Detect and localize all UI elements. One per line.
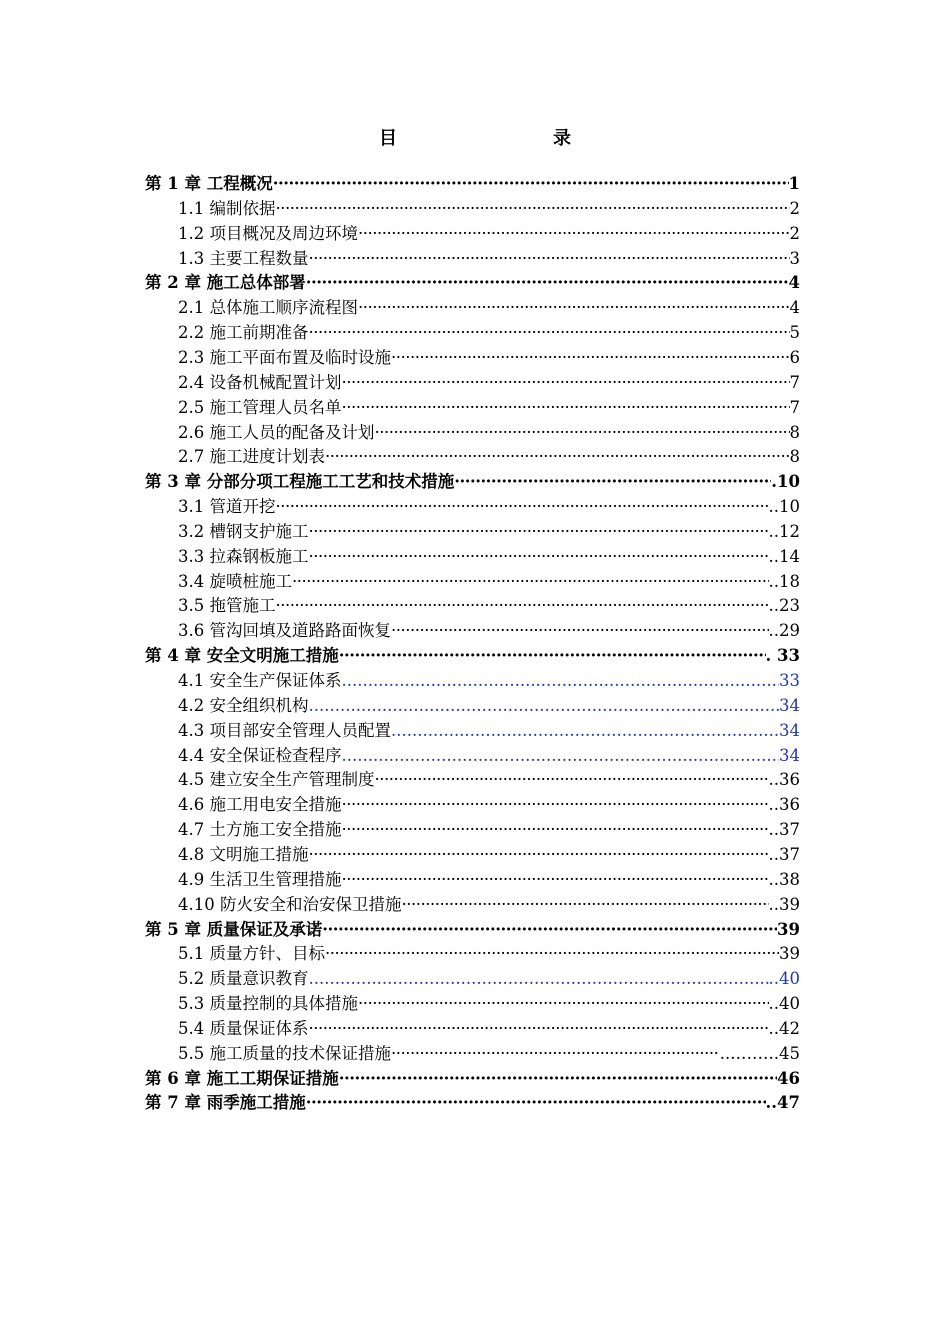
dot-leader bbox=[292, 570, 769, 595]
dot-leader bbox=[309, 694, 780, 719]
toc-entry-label: 5.3 质量控制的具体措施 bbox=[178, 994, 358, 1014]
toc-entry-page: 34 bbox=[779, 720, 800, 740]
toc-section-entry[interactable] bbox=[178, 942, 800, 967]
toc-entry-page: 34 bbox=[779, 745, 800, 765]
toc-entry-page: ..10 bbox=[768, 497, 800, 517]
toc-section-entry[interactable] bbox=[178, 371, 800, 396]
toc-section-entry[interactable] bbox=[178, 197, 800, 222]
toc-entry-label: 2.1 总体施工顺序流程图 bbox=[178, 298, 358, 318]
toc-entry-page: ..39 bbox=[768, 894, 800, 914]
toc-section-entry[interactable] bbox=[178, 247, 800, 272]
toc-title: 目 录 bbox=[379, 128, 611, 149]
toc-entry-page: 4 bbox=[789, 298, 800, 318]
toc-section-entry[interactable] bbox=[178, 843, 800, 868]
toc-entry-page: 2 bbox=[789, 223, 800, 243]
dot-leader bbox=[325, 942, 779, 967]
toc-entry-label: 2.6 施工人员的配备及计划 bbox=[178, 422, 375, 442]
toc-entry-page: 7 bbox=[789, 397, 800, 417]
toc-chapter-entry[interactable] bbox=[145, 1067, 800, 1092]
toc-section-entry[interactable] bbox=[178, 818, 800, 843]
toc-entry-label: 第 5 章 质量保证及承诺 bbox=[145, 919, 323, 939]
toc-section-entry[interactable] bbox=[178, 793, 800, 818]
toc-entry-label: 2.5 施工管理人员名单 bbox=[178, 397, 342, 417]
toc-section-entry[interactable] bbox=[178, 321, 800, 346]
toc-entry-label: 5.5 施工质量的技术保证措施 bbox=[178, 1043, 391, 1063]
toc-entry-label: 5.4 质量保证体系 bbox=[178, 1018, 309, 1038]
toc-entry-label: 4.7 土方施工安全措施 bbox=[178, 820, 342, 840]
dot-leader bbox=[342, 744, 780, 769]
toc-entry-page: ..23 bbox=[768, 596, 800, 616]
toc-entry-label: 4.10 防火安全和治安保卫措施 bbox=[178, 894, 402, 914]
toc-entry-page: ..14 bbox=[768, 546, 800, 566]
toc-entry-label: 第 3 章 分部分项工程施工工艺和技术措施 bbox=[145, 472, 455, 492]
toc-entry-label: 第 7 章 雨季施工措施 bbox=[145, 1093, 306, 1113]
dot-leader bbox=[309, 843, 769, 868]
toc-entry-label: 4.1 安全生产保证体系 bbox=[178, 671, 342, 690]
toc-entry-label: 3.1 管道开挖 bbox=[178, 497, 276, 517]
toc-entry-label: 2.4 设备机械配置计划 bbox=[178, 372, 342, 392]
toc-section-entry[interactable] bbox=[178, 1042, 800, 1067]
dot-leader bbox=[322, 918, 777, 943]
dot-leader bbox=[276, 197, 790, 222]
toc-entry-page: 5 bbox=[789, 323, 800, 343]
dot-leader bbox=[391, 719, 779, 744]
toc-entry-label: 3.2 槽钢支护施工 bbox=[178, 521, 309, 541]
toc-section-entry[interactable] bbox=[178, 719, 800, 744]
dot-leader bbox=[339, 644, 766, 669]
toc-entry-label: 1.1 编制依据 bbox=[178, 198, 276, 218]
toc-entry-page: ..12 bbox=[768, 521, 800, 541]
toc-section-entry[interactable] bbox=[178, 396, 800, 421]
toc-entry-page: ..29 bbox=[768, 621, 800, 641]
toc-entry-label: 1.3 主要工程数量 bbox=[178, 248, 309, 268]
toc-entry-page: ..40 bbox=[768, 969, 800, 989]
dot-leader bbox=[309, 520, 769, 545]
toc-entry-label: 4.6 施工用电安全措施 bbox=[178, 795, 342, 815]
toc-entry-label: 5.1 质量方针、目标 bbox=[178, 944, 325, 964]
dot-leader bbox=[306, 1091, 766, 1116]
toc-entry-label: 3.3 拉森钢板施工 bbox=[178, 546, 309, 566]
toc-chapter-entry[interactable] bbox=[145, 644, 800, 669]
toc-section-entry[interactable] bbox=[178, 570, 800, 595]
dot-leader bbox=[342, 396, 790, 421]
toc-chapter-entry[interactable] bbox=[145, 172, 800, 197]
toc-entry-label: 3.5 拖管施工 bbox=[178, 596, 276, 616]
toc-entry-page: 33 bbox=[779, 671, 800, 690]
toc-entry-label: 4.4 安全保证检查程序 bbox=[178, 745, 342, 765]
toc-entry-label: 4.9 生活卫生管理措施 bbox=[178, 869, 342, 889]
toc-entry-label: 1.2 项目概况及周边环境 bbox=[178, 223, 358, 243]
toc-entry-page: 4 bbox=[788, 273, 800, 293]
toc-entry-page: ...……..45 bbox=[719, 1043, 800, 1063]
toc-entry-page: 46 bbox=[777, 1068, 800, 1088]
toc-entry-page: 2 bbox=[789, 198, 800, 218]
dot-leader bbox=[342, 818, 769, 843]
toc-entry-page: ..37 bbox=[768, 820, 800, 840]
dot-leader bbox=[391, 1042, 720, 1067]
dot-leader bbox=[358, 222, 790, 247]
dot-leader bbox=[309, 967, 769, 992]
toc-section-entry[interactable] bbox=[178, 520, 800, 545]
dot-leader bbox=[358, 992, 769, 1017]
toc-entry-page: ..36 bbox=[768, 770, 800, 790]
toc-entry-page: 39 bbox=[777, 919, 800, 939]
dot-leader bbox=[375, 421, 790, 446]
dot-leader bbox=[309, 1017, 769, 1042]
toc-entry-page: 7 bbox=[789, 372, 800, 392]
toc-entry-label: 4.8 文明施工措施 bbox=[178, 844, 309, 864]
toc-chapter-entry[interactable] bbox=[145, 271, 800, 296]
toc-entry-page: 6 bbox=[789, 347, 800, 367]
toc-section-entry[interactable] bbox=[178, 967, 800, 992]
toc-entry-page: 8 bbox=[789, 422, 800, 442]
toc-section-entry[interactable] bbox=[178, 545, 800, 570]
toc-entry-label: 2.2 施工前期准备 bbox=[178, 323, 309, 343]
toc-entry-label: 第 6 章 施工工期保证措施 bbox=[145, 1068, 339, 1088]
toc-section-entry[interactable] bbox=[178, 296, 800, 321]
toc-entry-page: .10 bbox=[771, 472, 800, 492]
dot-leader bbox=[401, 893, 768, 918]
dot-leader bbox=[342, 793, 769, 818]
toc-entry-page: 39 bbox=[779, 944, 800, 964]
toc-entry-page: ..36 bbox=[768, 795, 800, 815]
dot-leader bbox=[375, 768, 769, 793]
dot-leader bbox=[309, 321, 790, 346]
toc-entry-label: 第 2 章 施工总体部署 bbox=[145, 273, 306, 293]
toc-entry-label: 第 4 章 安全文明施工措施 bbox=[145, 646, 339, 666]
toc-entry-page: ..38 bbox=[768, 869, 800, 889]
dot-leader bbox=[454, 470, 771, 495]
toc-section-entry[interactable] bbox=[178, 619, 800, 644]
toc-entry-page: ..40 bbox=[768, 994, 800, 1014]
dot-leader bbox=[391, 346, 790, 371]
toc-entry-page: 1 bbox=[788, 174, 800, 193]
toc-entry-page: . 33 bbox=[765, 646, 800, 666]
toc-entry-label: 5.2 质量意识教育 bbox=[178, 969, 309, 989]
dot-leader bbox=[309, 247, 790, 272]
toc-entry-label: 4.3 项目部安全管理人员配置 bbox=[178, 720, 391, 740]
toc-entry-label: 4.2 安全组织机构 bbox=[178, 695, 309, 715]
dot-leader bbox=[342, 371, 790, 396]
toc-section-entry[interactable] bbox=[178, 768, 800, 793]
dot-leader bbox=[273, 172, 789, 197]
toc-section-entry[interactable] bbox=[178, 893, 800, 918]
toc-entry-label: 3.6 管沟回填及道路路面恢复 bbox=[178, 621, 391, 641]
toc-entry-page: ..42 bbox=[768, 1018, 800, 1038]
toc-entry-label: 第 1 章 工程概况 bbox=[145, 174, 273, 193]
toc-section-entry[interactable] bbox=[178, 744, 800, 769]
dot-leader bbox=[306, 271, 789, 296]
dot-leader bbox=[325, 445, 790, 470]
dot-leader bbox=[391, 619, 769, 644]
toc-chapter-entry[interactable] bbox=[145, 918, 800, 943]
toc-section-entry[interactable] bbox=[178, 222, 800, 247]
toc-entry-label: 3.4 旋喷桩施工 bbox=[178, 571, 292, 591]
toc-chapter-entry[interactable] bbox=[145, 1091, 800, 1116]
dot-leader bbox=[358, 296, 790, 321]
toc-entry-page: ..37 bbox=[768, 844, 800, 864]
dot-leader bbox=[276, 495, 769, 520]
toc-chapter-entry[interactable] bbox=[145, 470, 800, 495]
toc-section-entry[interactable] bbox=[178, 1017, 800, 1042]
dot-leader bbox=[342, 868, 769, 893]
dot-leader bbox=[339, 1067, 777, 1092]
toc-section-entry[interactable] bbox=[178, 594, 800, 619]
toc-entry-page: 3 bbox=[789, 248, 800, 268]
toc-section-entry[interactable] bbox=[178, 992, 800, 1017]
toc-section-entry[interactable] bbox=[178, 868, 800, 893]
toc-entry-page: 34 bbox=[779, 695, 800, 715]
toc-section-entry[interactable] bbox=[178, 669, 800, 694]
toc-section-entry[interactable] bbox=[178, 694, 800, 719]
toc-entry-label: 2.3 施工平面布置及临时设施 bbox=[178, 347, 391, 367]
toc-section-entry[interactable] bbox=[178, 445, 800, 470]
dot-leader bbox=[309, 545, 769, 570]
toc-section-entry[interactable] bbox=[178, 346, 800, 371]
toc-entry-page: ..47 bbox=[765, 1093, 800, 1113]
toc-section-entry[interactable] bbox=[178, 421, 800, 446]
toc-entry-label: 4.5 建立安全生产管理制度 bbox=[178, 770, 375, 790]
toc-entry-page: ..18 bbox=[768, 571, 800, 591]
dot-leader bbox=[276, 594, 769, 619]
toc-entry-page: 8 bbox=[789, 447, 800, 467]
toc-entry-label: 2.7 施工进度计划表 bbox=[178, 447, 325, 467]
toc-section-entry[interactable] bbox=[178, 495, 800, 520]
dot-leader bbox=[342, 669, 780, 694]
